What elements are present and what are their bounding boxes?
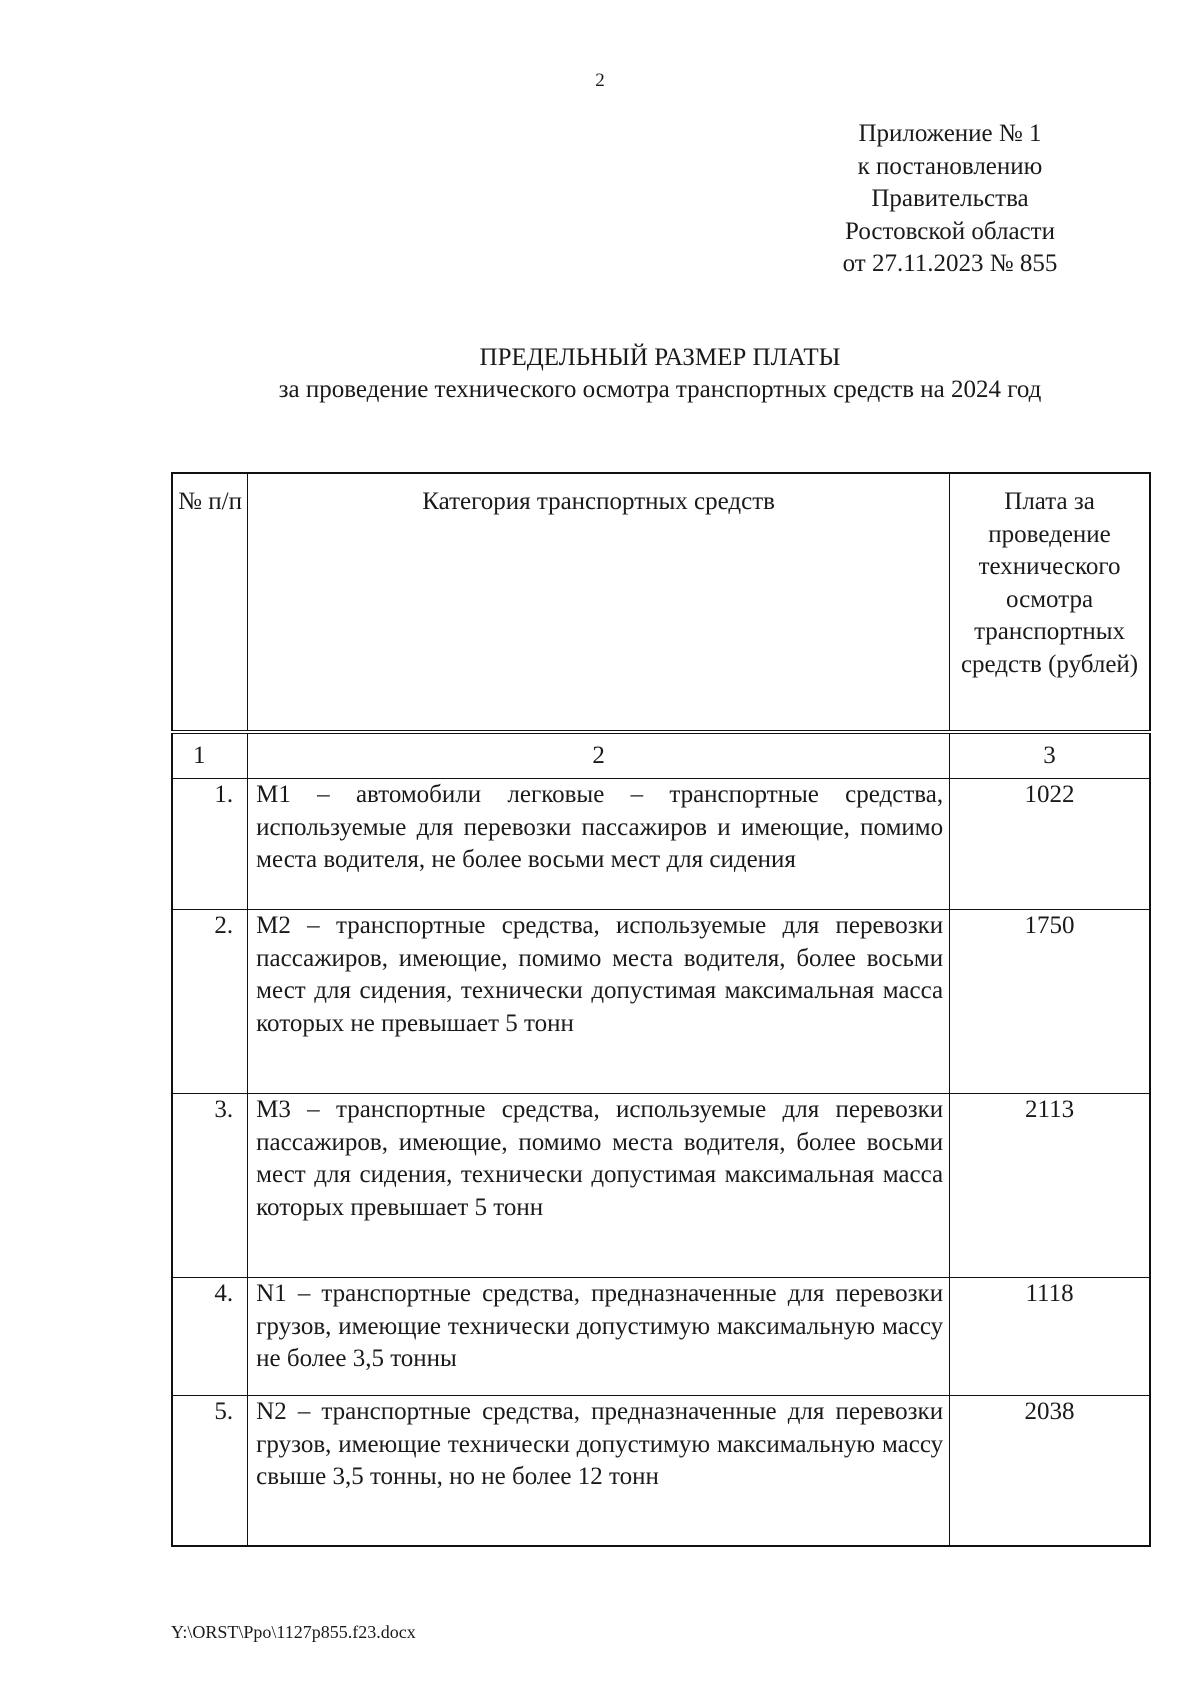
row-category: N1 – транспортные средства, предназначенные для перевозки грузов, имеющие технически допустимую максимальную массу не более 3,5 тонны <box>248 1278 950 1396</box>
row-category: М3 – транспортные средства, используемые для перевозки пассажиров, имеющие, помимо места водителя, более восьми мест для сидения, технически допустимая максимальная масса которых превышает 5 тонн <box>248 1094 950 1278</box>
header-category: Категория транспортных средств <box>248 473 950 732</box>
appendix-line: Ростовской области <box>845 217 1055 245</box>
appendix-line: Правительства <box>871 185 1029 212</box>
row-fee: 2113 <box>950 1094 1150 1278</box>
row-number: 2. <box>172 910 248 1094</box>
table-row <box>172 779 1150 910</box>
row-number: 3. <box>172 1094 248 1278</box>
row-fee: 1118 <box>950 1278 1150 1396</box>
table-header-row <box>172 473 1150 732</box>
title-main: ПРЕДЕЛЬНЫЙ РАЗМЕР ПЛАТЫ <box>479 344 841 371</box>
row-category: М1 – автомобили легковые – транспортные средства, используемые для перевозки пассажиров и имеющие, помимо места водителя, не более восьми мест для сидения <box>248 779 950 910</box>
appendix-line: к постановлению <box>857 152 1043 180</box>
table-row <box>172 1396 1150 1546</box>
row-number: 1. <box>172 779 248 910</box>
appendix-block <box>820 118 1080 281</box>
title-subtitle: за проведение технического осмотра транспортных средств на 2024 год <box>278 376 1042 403</box>
row-fee: 1750 <box>950 910 1150 1094</box>
row-number: 5. <box>172 1396 248 1546</box>
row-category: N2 – транспортные средства, предназначенные для перевозки грузов, имеющие технически допустимую максимальную массу свыше 3,5 тонны, но не более 12 тонн <box>248 1396 950 1546</box>
row-fee: 2038 <box>950 1396 1150 1546</box>
column-index: 1 <box>172 732 248 779</box>
column-index: 2 <box>248 732 950 779</box>
row-fee: 1022 <box>950 779 1150 910</box>
footer-file-path: Y:\ORST\Ppo\1127p855.f23.docx <box>171 1622 416 1642</box>
table-row <box>172 1278 1150 1396</box>
header-num: № п/п <box>172 473 248 732</box>
appendix-line: от 27.11.2023 № 855 <box>842 250 1058 277</box>
column-index: 3 <box>950 732 1150 779</box>
document-title <box>60 342 1200 406</box>
fees-table <box>171 472 1151 1547</box>
column-index-row <box>172 732 1150 779</box>
appendix-line: Приложение № 1 <box>858 120 1042 147</box>
header-fee: Плата за проведение технического осмотра транспортных средств (рублей) <box>950 473 1150 732</box>
row-number: 4. <box>172 1278 248 1396</box>
page-number: 2 <box>595 70 605 91</box>
row-category: М2 – транспортные средства, используемые для перевозки пассажиров, имеющие, помимо места водителя, более восьми мест для сидения, технически допустимая максимальная масса которых не превышает 5 тонн <box>248 910 950 1094</box>
table-row <box>172 1094 1150 1278</box>
table-row <box>172 910 1150 1094</box>
